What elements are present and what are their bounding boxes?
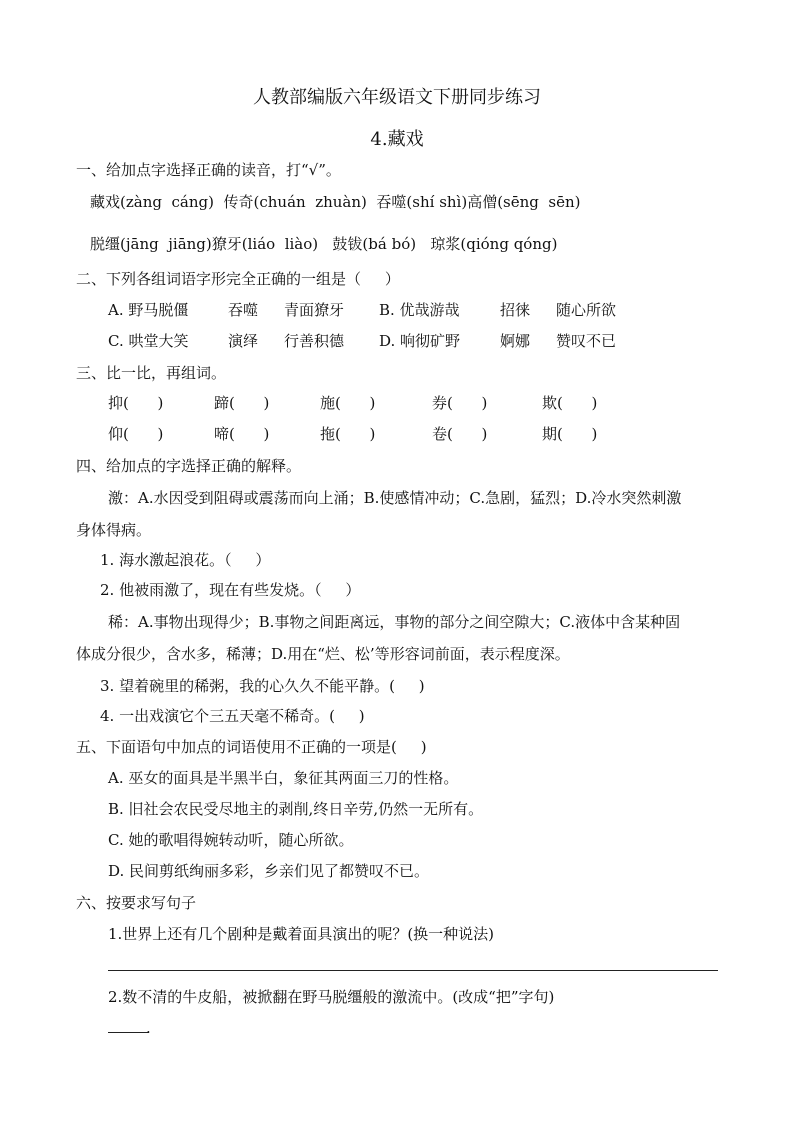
q2-option-c-word1: C. 哄堂大笑 bbox=[108, 332, 189, 350]
q3-blank[interactable]: 卷( ) bbox=[432, 425, 488, 443]
page-title: 人教部编版六年级语文下册同步练习 bbox=[253, 87, 541, 108]
q6-sentence-2: 2.数不清的牛皮船，被掀翻在野马脱缰般的激流中。(改成“把”字句) bbox=[108, 988, 555, 1006]
q3-blank[interactable]: 券( ) bbox=[432, 394, 488, 412]
q2-option-a-word3: 青面獠牙 bbox=[284, 301, 345, 319]
q5-heading: 五、下面语句中加点的词语使用不正确的一项是( ) bbox=[76, 738, 427, 756]
q3-blank[interactable]: 啼( ) bbox=[214, 425, 270, 443]
q3-blank[interactable]: 抑( ) bbox=[108, 394, 164, 412]
q1-heading: 一、给加点字选择正确的读音，打“√”。 bbox=[76, 161, 341, 179]
q6-heading: 六、按要求写句子 bbox=[76, 894, 197, 912]
answer-line-1[interactable] bbox=[108, 970, 718, 971]
answer-line-2[interactable] bbox=[108, 1032, 148, 1033]
q1-row-1: 藏戏(zàng cáng) 传奇(chuán zhuàn) 吞噬(shí shì)高僧(sēng sēn) bbox=[90, 193, 581, 211]
q4-xi-definition-cont: 体成分很少，含水多，稀薄；D.用在“烂、松’等形容词前面，表示程度深。 bbox=[76, 645, 570, 663]
q1-row-2: 脱缰(jāng jiāng)獠牙(liáo liào) 鼓钹(bá bó) 琼浆(qióng qóng) bbox=[90, 235, 558, 253]
q4-heading: 四、给加点的字选择正确的解释。 bbox=[76, 457, 302, 475]
q3-blank[interactable]: 蹄( ) bbox=[214, 394, 270, 412]
q2-option-b-word3: 随心所欲 bbox=[556, 301, 617, 319]
q2-option-c-word3: 行善积德 bbox=[284, 332, 345, 350]
q5-option-b: B. 旧社会农民受尽地主的剥削,终日辛劳,仍然一无所有。 bbox=[108, 800, 484, 818]
q3-blank[interactable]: 拖( ) bbox=[320, 425, 376, 443]
q5-option-c: C. 她的歌唱得婉转动听，随心所欲。 bbox=[108, 831, 354, 849]
q4-item-2: 2. 他被雨激了，现在有些发烧。（ ） bbox=[100, 581, 361, 599]
q5-option-d: D. 民间剪纸绚丽多彩，乡亲们见了都赞叹不已。 bbox=[108, 862, 430, 880]
q3-heading: 三、比一比，再组词。 bbox=[76, 364, 227, 382]
q4-ji-definition-cont: 身体得病。 bbox=[76, 521, 152, 539]
lesson-title: 4.藏戏 bbox=[370, 129, 424, 150]
q2-option-b-word2: 招徕 bbox=[500, 301, 531, 319]
q4-xi-definition: 稀：A.事物出现得少；B.事物之间距离远，事物的部分之间空隙大；C.液体中含某种固 bbox=[108, 613, 681, 631]
q3-blank[interactable]: 期( ) bbox=[542, 425, 598, 443]
q2-option-b-word1: B. 优哉游哉 bbox=[379, 301, 460, 319]
q6-sentence-1: 1.世界上还有几个剧种是戴着面具演出的呢？(换一种说法) bbox=[108, 925, 495, 943]
answer-line-2-end: . bbox=[146, 1019, 151, 1037]
q2-option-a-word2: 吞噬 bbox=[228, 301, 259, 319]
q3-blank[interactable]: 欺( ) bbox=[542, 394, 598, 412]
q2-option-a-word1: A. 野马脱僵 bbox=[108, 301, 189, 319]
q3-blank[interactable]: 仰( ) bbox=[108, 425, 164, 443]
q5-option-a: A. 巫女的面具是半黑半白，象征其两面三刀的性格。 bbox=[108, 769, 459, 787]
q2-option-d-word2: 婀娜 bbox=[500, 332, 531, 350]
q3-blank[interactable]: 施( ) bbox=[320, 394, 376, 412]
q2-heading: 二、下列各组词语字形完全正确的一组是（ ） bbox=[76, 270, 400, 288]
q4-item-1: 1. 海水激起浪花。（ ） bbox=[100, 551, 271, 569]
q2-option-c-word2: 演绎 bbox=[228, 332, 259, 350]
q4-ji-definition: 激：A.水因受到阻碍或震荡而向上涌；B.使感情冲动；C.急剧，猛烈；D.冷水突然刺激 bbox=[108, 489, 682, 507]
q4-item-4: 4. 一出戏演它个三五天毫不稀奇。( ) bbox=[100, 707, 365, 725]
q2-option-d-word1: D. 响彻矿野 bbox=[379, 332, 461, 350]
q4-item-3: 3. 望着碗里的稀粥，我的心久久不能平静。( ) bbox=[100, 677, 425, 695]
q2-option-d-word3: 赞叹不已 bbox=[556, 332, 617, 350]
